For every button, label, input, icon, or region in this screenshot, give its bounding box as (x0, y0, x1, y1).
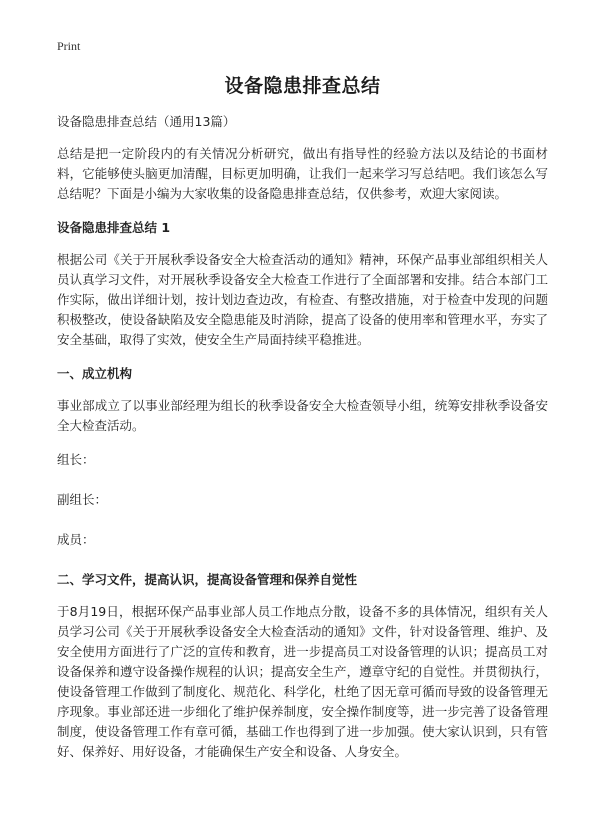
member-label: 成员： (57, 532, 95, 547)
section-1-title: 设备隐患排查总结 1 (57, 220, 171, 235)
leader-label: 组长： (57, 452, 95, 467)
study-documents-paragraph: 于8月19日，根据环保产品事业部人员工作地点分散，设备不多的具体情况，组织有关人员学习公司《关于开展秋季设备安全大检查活动的通知》文件，针对设备管理、维护、及安全使用方面进行了广泛的宣传和教育，进一步提高员工对设备管理的认识；提高员工对设备保养和遵守设备操作规程的认识；提高安全生产，遵章守纪的自觉性。并贯彻执行，使设备管理工作做到了制度化、规范化、科学化，杜绝了因无章可循而导致的设备管理无序现象。事业部还进一步细化了维护保养制度，安全操作制度等，进一步完善了设备管理制度，使设备管理工作有章可循，基础工作也得到了进一步加强。使大家认识到，只有管好、保养好、用好设备，才能确保生产安全和设备、人身安全。 (57, 604, 548, 759)
document-subtitle: 设备隐患排查总结（通用13篇） (57, 114, 236, 129)
print-link[interactable]: Print (57, 39, 81, 53)
heading-establish-organization: 一、成立机构 (57, 366, 133, 381)
intro-paragraph: 总结是把一定阶段内的有关情况分析研究，做出有指导性的经验方法以及结论的书面材料，它能够使头脑更加清醒，目标更加明确，让我们一起来学习写总结吧。我们该怎么写总结呢？下面是小编为大家收集的设备隐患排查总结，仅供参考，欢迎大家阅读。 (57, 146, 548, 201)
organization-paragraph: 事业部成立了以事业部经理为组长的秋季设备安全大检查领导小组，统筹安排秋季设备安全大检查活动。 (57, 398, 548, 433)
heading-study-documents: 二、学习文件，提高认识，提高设备管理和保养自觉性 (57, 572, 358, 587)
document-title: 设备隐患排查总结 (224, 75, 381, 97)
section-1-paragraph: 根据公司《关于开展秋季设备安全大检查活动的通知》精神，环保产品事业部组织相关人员认真学习文件，对开展秋季设备安全大检查工作进行了全面部署和安排。结合本部门工作实际，做出详细计划，按计划边查边改，有检查、有整改措施，对于检查中发现的问题积极整改，使设备缺陷及安全隐患能及时消除，提高了设备的使用率和管理水平，夯实了安全基础，取得了实效，使安全生产局面持续平稳推进。 (57, 252, 548, 347)
deputy-leader-label: 副组长： (57, 492, 108, 507)
